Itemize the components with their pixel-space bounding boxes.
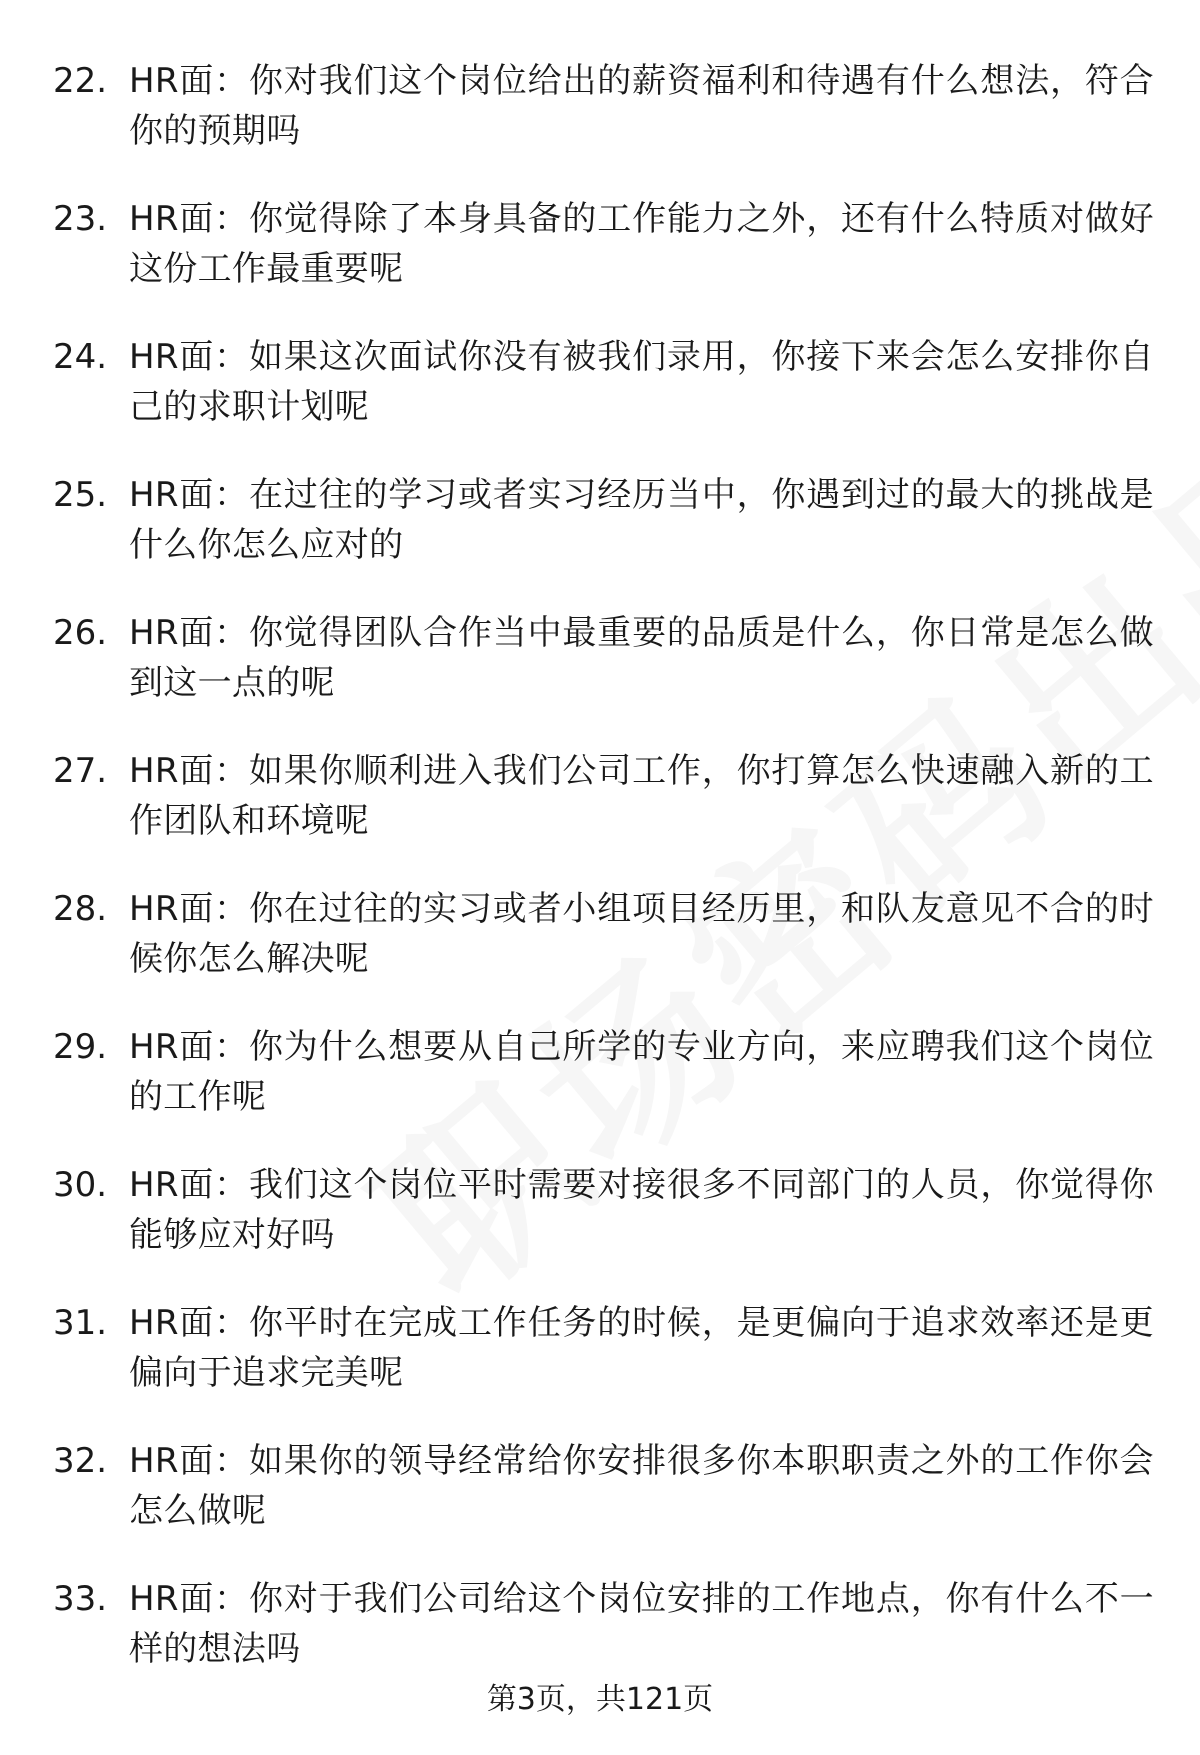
question-item-30 — [0, 1160, 1154, 1260]
question-number: 22. — [53, 61, 108, 101]
question-number: 25. — [53, 475, 108, 515]
question-text: HR面：你觉得除了本身具备的工作能力之外，还有什么特质对做好这份工作最重要呢 — [129, 199, 1154, 289]
question-item-28 — [0, 884, 1154, 984]
question-number: 30. — [53, 1165, 108, 1205]
question-number: 26. — [53, 613, 108, 653]
question-number: 27. — [53, 751, 108, 791]
question-number: 28. — [53, 889, 108, 929]
question-text: HR面：你平时在完成工作任务的时候，是更偏向于追求效率还是更偏向于追求完美呢 — [129, 1303, 1154, 1393]
question-number: 32. — [53, 1441, 108, 1481]
question-text: HR面：如果你的领导经常给你安排很多你本职职责之外的工作你会怎么做呢 — [129, 1441, 1154, 1531]
question-text: HR面：你对于我们公司给这个岗位安排的工作地点，你有什么不一样的想法吗 — [129, 1579, 1154, 1669]
question-item-26 — [0, 608, 1154, 708]
question-number: 31. — [53, 1303, 108, 1343]
question-text: HR面：如果你顺利进入我们公司工作，你打算怎么快速融入新的工作团队和环境呢 — [129, 751, 1154, 841]
question-item-24 — [0, 332, 1154, 432]
question-item-33 — [0, 1574, 1154, 1674]
question-item-32 — [0, 1436, 1154, 1536]
question-text: HR面：你为什么想要从自己所学的专业方向，来应聘我们这个岗位的工作呢 — [129, 1027, 1154, 1117]
question-text: HR面：你对我们这个岗位给出的薪资福利和待遇有什么想法，符合你的预期吗 — [129, 61, 1154, 151]
question-text: HR面：在过往的学习或者实习经历当中，你遇到过的最大的挑战是什么你怎么应对的 — [129, 475, 1154, 565]
question-number: 29. — [53, 1027, 108, 1067]
question-item-22 — [0, 56, 1154, 156]
page-number-footer: 第3页，共121页 — [486, 1682, 714, 1717]
question-item-31 — [0, 1298, 1154, 1398]
question-text: HR面：你觉得团队合作当中最重要的品质是什么，你日常是怎么做到这一点的呢 — [129, 613, 1154, 703]
question-text: HR面：如果这次面试你没有被我们录用，你接下来会怎么安排你自己的求职计划呢 — [129, 337, 1154, 427]
question-item-23 — [0, 194, 1154, 294]
question-text: HR面：我们这个岗位平时需要对接很多不同部门的人员，你觉得你能够应对好吗 — [129, 1165, 1154, 1255]
question-number: 24. — [53, 337, 108, 377]
question-number: 33. — [53, 1579, 108, 1619]
question-text: HR面：你在过往的实习或者小组项目经历里，和队友意见不合的时候你怎么解决呢 — [129, 889, 1154, 979]
question-item-25 — [0, 470, 1154, 570]
question-item-27 — [0, 746, 1154, 846]
question-number: 23. — [53, 199, 108, 239]
question-list — [0, 56, 1200, 1674]
question-item-29 — [0, 1022, 1154, 1122]
